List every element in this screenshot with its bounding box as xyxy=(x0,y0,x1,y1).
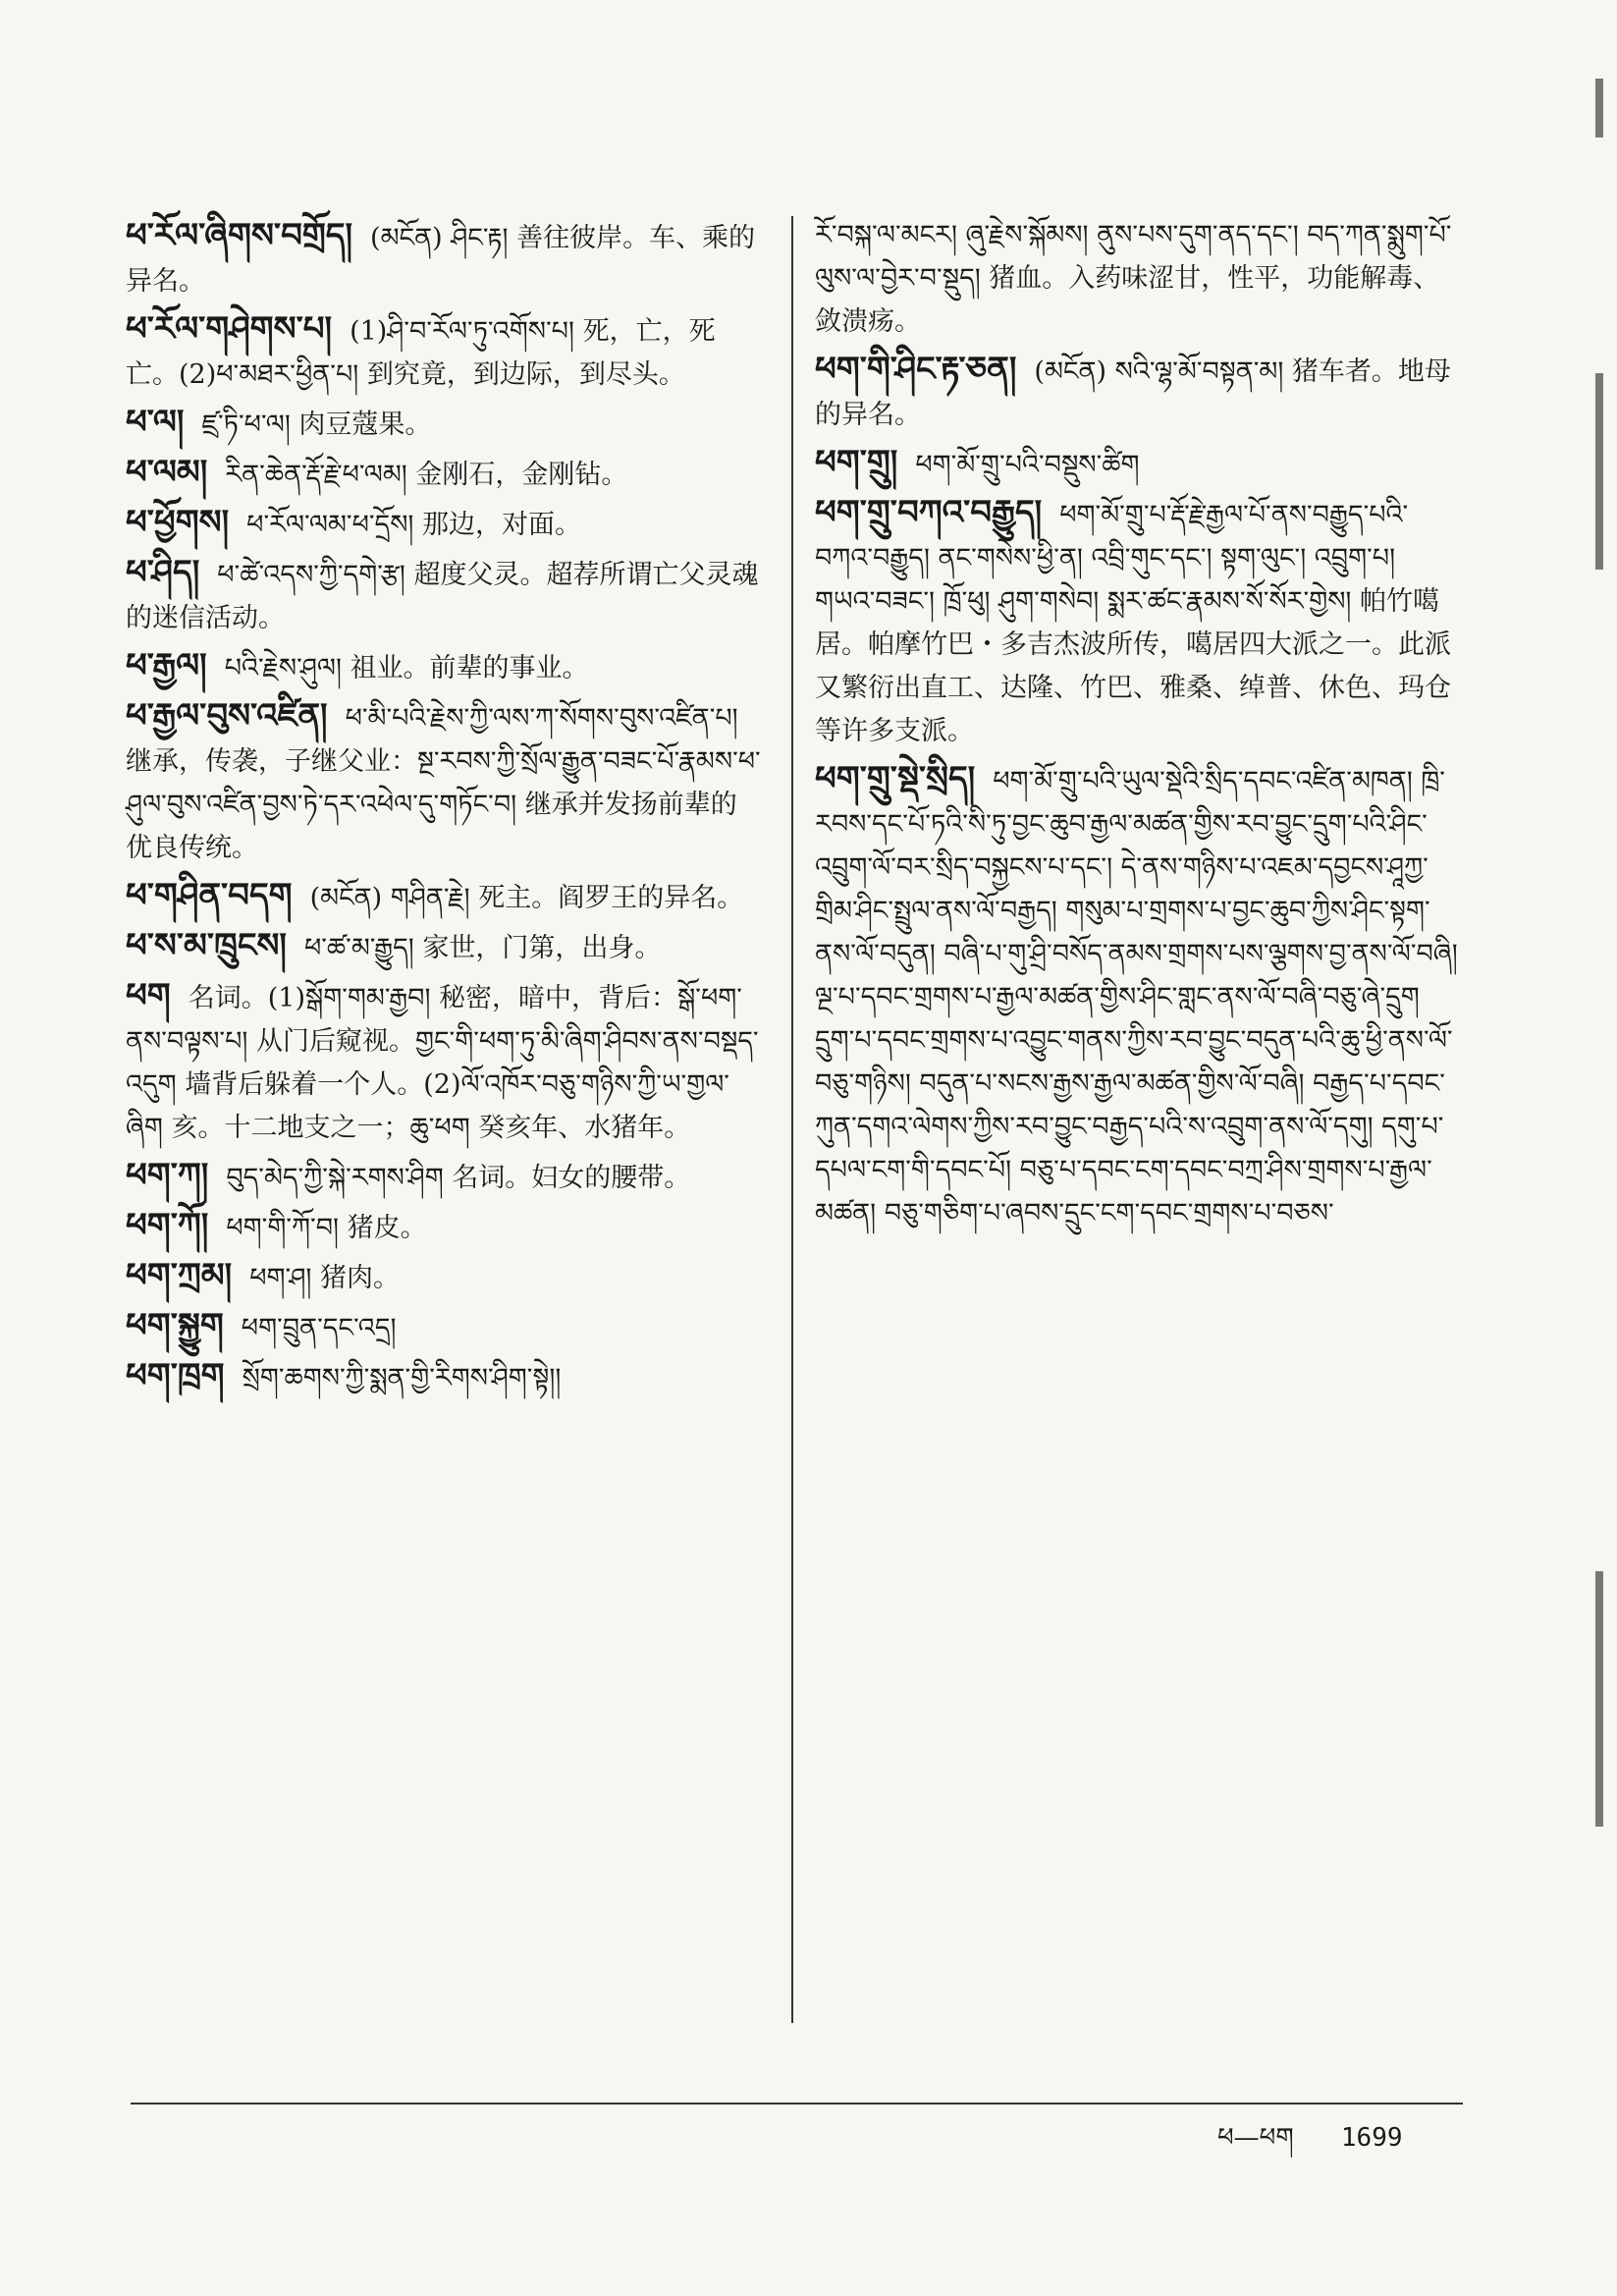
dictionary-entry xyxy=(126,644,762,690)
left-column xyxy=(126,214,762,1404)
dictionary-entry xyxy=(126,551,762,640)
entry-definition: (མངོན) གཤིན་རྗེ། 死主。阎罗王的异名。 xyxy=(309,883,744,913)
page-number: 1699 xyxy=(1340,2123,1403,2153)
entry-headword: ཕ་རྒྱལ། xyxy=(126,646,207,685)
dictionary-entry xyxy=(126,1354,762,1400)
dictionary-entry xyxy=(126,1204,762,1250)
entry-definition: ཕ་རོལ་ལམ་ཕ་དྲོས། 那边，对面。 xyxy=(246,510,581,540)
dictionary-entry xyxy=(126,451,762,497)
entry-definition: (1)ཤི་བ་རོལ་ཏུ་འགོས་པ། 死，亡，死亡。(2)ཕ་མཐར་ཕྱིན་པ། 到究竟，到边际，到尽头。 xyxy=(126,316,716,390)
dictionary-entry xyxy=(815,757,1463,1235)
entry-definition: ཕ་ཚ་མ་རྒྱུད། 家世，门第，出身。 xyxy=(303,933,662,963)
entry-headword: ཕ་ལམ། xyxy=(126,453,208,492)
entry-definition: ཛྲ་ཏི་ཕ་ལ། 肉豆蔻果。 xyxy=(201,410,432,440)
entry-headword: ཕ་གཤིན་བདག xyxy=(126,876,293,915)
entry-definition: (མངོན) ཤིང་རྟ། 善往彼岸。车、乘的异名。 xyxy=(126,223,756,297)
entry-definition: པའི་རྗེས་ཤུལ། 祖业。前辈的事业。 xyxy=(224,653,589,683)
entry-definition: ཕ་མི་པའི་རྗེས་ཀྱི་ལས་ཀ་སོགས་བུས་འཛིན་པ། 继承，传袭，子继父业：སྔ་རབས་ཀྱི་སྲོལ་རྒྱུན་བཟང་པོ་རྣམས་ཕ་ཤུལ་བུས་འཛིན་བྱས་ཏེ་དར་འཕེལ་དུ་གཏོང་བ། 继承并发扬前辈的优良传统。 xyxy=(126,703,761,863)
column-divider xyxy=(791,216,793,2023)
entry-definition: 名词。(1)སྒོག་གམ་རྒྱབ། 秘密，暗中，背后：སྒོ་ཕག་ནས་བལྟས་པ། 从门后窥视。གྱང་གི་ཕག་ཏུ་མི་ཞིག་ཤིབས་ནས་བསྡད་འདུག 墙背后躲着一个人。(2)ལོ་འཁོར་བཅུ་གཉིས་ཀྱི་ཡ་གྱལ་ཞིག 亥。十二地支之一；ཆུ་ཕག 癸亥年、水猪年。 xyxy=(126,983,759,1143)
entry-definition: ཕག་ཤ། 猪肉。 xyxy=(249,1263,400,1293)
dictionary-entry xyxy=(126,1304,762,1350)
entry-definition: བུད་མེད་ཀྱི་སྐེ་རགས་ཤིག 名词。妇女的腰带。 xyxy=(226,1163,691,1193)
dictionary-entry xyxy=(126,214,762,303)
dictionary-entry xyxy=(815,348,1463,437)
dictionary-entry xyxy=(126,1254,762,1300)
page-footer xyxy=(1217,2109,1403,2181)
dictionary-entry xyxy=(126,874,762,920)
entry-definition: ཕ་ཚེ་འདས་ཀྱི་དགེ་རྩ། 超度父灵。超荐所谓亡父灵魂的迷信活动。 xyxy=(126,560,759,633)
entry-headword: ཕག་གྲུ་སྡེ་སྲིད། xyxy=(815,759,976,798)
entry-definition: སྲོག་ཆགས་ཀྱི་སྨན་གྱི་རིགས་ཤིག་སྟེ།། xyxy=(242,1363,562,1394)
scan-edge-mark xyxy=(1595,79,1603,137)
entry-headword: ཕག xyxy=(126,976,171,1015)
entry-definition: (མངོན) སའི་ལྷ་མོ་བསྟན་མ། 猪车者。地母的异名。 xyxy=(815,356,1451,430)
entry-headword: ཕ་ཤིད། xyxy=(126,553,200,592)
entry-headword: ཕ་རོལ་ཞིགས་བགྲོད། xyxy=(126,216,353,255)
entry-headword: ཕག་སྐྱུག xyxy=(126,1306,224,1345)
entry-definition: ཕག་མོ་གྲུ་པ་རྡོ་རྗེ་རྒྱལ་པོ་ནས་བརྒྱུད་པའི་བཀའ་བརྒྱུད། ནང་གསེས་ཕྱི་ན། འབྲི་གུང་དང་། སྟག་ལུང་། འབྲུག་པ། གཡའ་བཟང་། ཁྲོ་ཕུ། ཤུག་གསེབ། སྨར་ཚང་རྣམས་སོ་སོར་གྱེས། 帕竹噶居。帕摩竹巴・多吉杰波所传，噶居四大派之一。此派又繁衍出直工、达隆、竹巴、雅桑、绰普、休色、玛仓等许多支派。 xyxy=(815,500,1451,746)
entry-headword: ཕ་ཕྱོགས། xyxy=(126,503,230,542)
entry-headword: ཕག་གི་ཤིང་རྟ་ཅན། xyxy=(815,350,1017,389)
entry-definition: ཕག་གི་ཀོ་བ། 猪皮。 xyxy=(226,1213,427,1243)
entry-headword: ཕ་རྒྱལ་བུས་འཛིན། xyxy=(126,696,328,736)
entry-headword: ཕག་ཀ། xyxy=(126,1156,209,1195)
entry-headword: ཕག་ཀོ། xyxy=(126,1206,209,1245)
entry-headword: ཕ་ས་མ་ཁྲུངས། xyxy=(126,926,287,965)
dictionary-entry xyxy=(126,501,762,547)
entry-headword: ཕ་ལ། xyxy=(126,403,185,442)
entry-headword: ཕག་ཁྲག xyxy=(126,1356,225,1395)
dictionary-entry xyxy=(126,401,762,447)
dictionary-entry xyxy=(815,441,1463,487)
dictionary-entry xyxy=(815,491,1463,753)
right-column xyxy=(815,214,1463,1239)
dictionary-entry xyxy=(126,307,762,397)
entry-definition: རོ་བསྐ་ལ་མངར། ཞུ་རྗེས་སྐོམས། ནུས་པས་དུག་ནད་དང་། བད་ཀན་སྨུག་པོ་ལུས་ལ་བྱེར་བ་སྡུད། 猪血。入药味涩甘，性平，功能解毒、敛溃疡。 xyxy=(815,220,1452,337)
entry-definition: རིན་ཆེན་རྡོ་རྗེ་ཕ་ལམ། 金刚石，金刚钻。 xyxy=(225,460,628,490)
dictionary-entry xyxy=(126,694,762,870)
entry-definition: ཕག་མོ་གྲུ་པའི་བསྡུས་ཚིག xyxy=(915,450,1140,480)
footer-range: ཕ—ཕག xyxy=(1217,2123,1294,2153)
entry-headword: ཕ་རོལ་གཤེགས་པ། xyxy=(126,309,333,349)
entry-headword: ཕག་ཀྲམ། xyxy=(126,1256,233,1295)
dictionary-entry xyxy=(126,924,762,970)
entry-definition: ཕག་མོ་གྲུ་པའི་ཡུལ་སྡེའི་སྲིད་དབང་འཛིན་མཁན། ཁྲི་རབས་དང་པོ་ཏའི་སི་ཏུ་བྱང་ཆུབ་རྒྱལ་མཚན་གྱིས་རབ་བྱུང་དྲུག་པའི་ཤིང་འབྲུག་ལོ་བར་སྲིད་བསྐྱངས་པ་དང་། དེ་ནས་གཉིས་པ་འཇམ་དབྱངས་ཤཱཀྱ་གྲིམ་ཤིང་སྤྲུལ་ནས་ལོ་བརྒྱད། གསུམ་པ་གྲགས་པ་བྱང་ཆུབ་ཀྱིས་ཤིང་སྟག་ནས་ལོ་བདུན། བཞི་པ་གུ་ཤྲི་བསོད་ནམས་གྲགས་པས་ལྕགས་བྱ་ནས་ལོ་བཞི། ལྔ་པ་དབང་གྲགས་པ་རྒྱལ་མཚན་གྱིས་ཤིང་གླང་ནས་ལོ་བཞི་བཅུ་ཞེ་དྲུག དྲུག་པ་དབང་གྲགས་པ་འབྱུང་གནས་ཀྱིས་རབ་བྱུང་བདུན་པའི་ཆུ་ཕྱི་ནས་ལོ་བཅུ་གཉིས། བདུན་པ་སངས་རྒྱས་རྒྱལ་མཚན་གྱིས་ལོ་བཞི། བརྒྱད་པ་དབང་ཀུན་དགའ་ལེགས་ཀྱིས་རབ་བྱུང་བརྒྱད་པའི་ས་འབྲུག་ནས་ལོ་དགུ། དགུ་པ་དཔལ་ངག་གི་དབང་པོ། བཅུ་པ་དབང་ངག་དབང་བཀྲ་ཤིས་གྲགས་པ་རྒྱལ་མཚན། བཅུ་གཅིག་པ་ཞབས་དྲུང་ངག་དབང་གྲགས་པ་བཅས་ xyxy=(815,766,1458,1229)
dictionary-entry xyxy=(126,974,762,1150)
scan-edge-mark xyxy=(1595,1571,1603,1827)
entry-headword: ཕག་གྲུ་བཀའ་བརྒྱུད། xyxy=(815,493,1043,532)
scan-edge-mark xyxy=(1595,373,1603,570)
footer-rule xyxy=(131,2103,1463,2105)
dictionary-entry xyxy=(126,1154,762,1200)
entry-definition: ཕག་བྲུན་དང་འདྲ། xyxy=(241,1313,397,1343)
dictionary-entry xyxy=(815,214,1463,344)
entry-headword: ཕག་གྲུ། xyxy=(815,443,898,482)
